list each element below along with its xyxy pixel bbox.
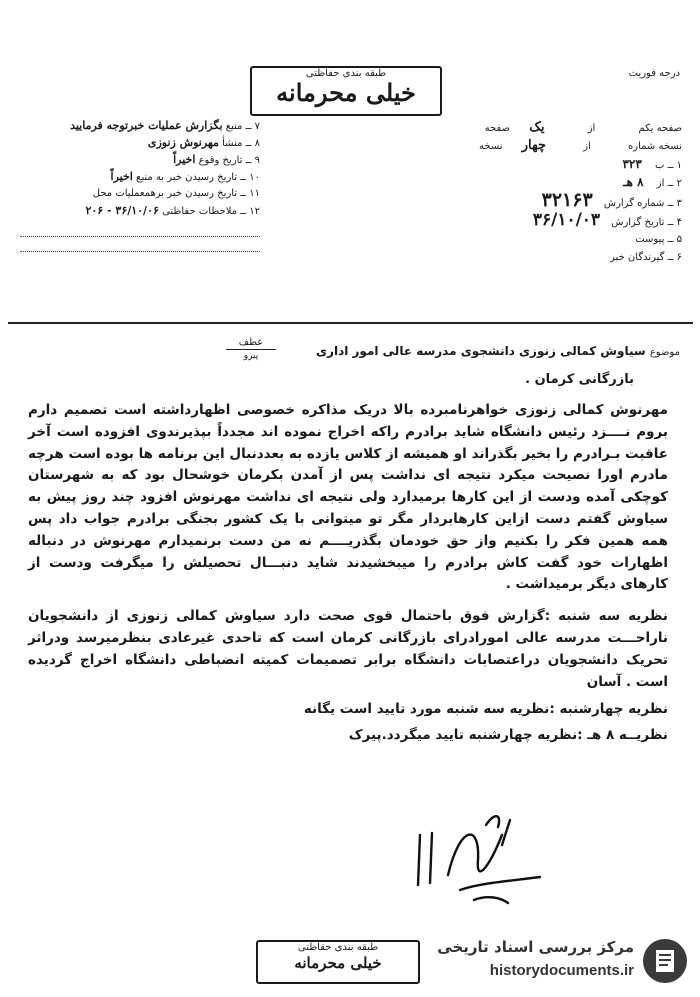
- field-report-date-value: ۳۶/۱۰/۰۳: [532, 210, 601, 230]
- field-date-received-local: ۱۱ ــ تاریخ رسیدن خبر برهمعملیات محل: [92, 188, 260, 199]
- watermark-org: مرکز بررسی اسناد تاریخی: [437, 938, 634, 956]
- subject-line: [260, 344, 680, 358]
- urgency-label: درجه فوریت: [628, 68, 680, 79]
- field-origin: ۸ ــ منشأ مهرنوش زنوزی: [147, 136, 260, 149]
- subject-text: سیاوش کمالی زنوزی دانشجوی مدرسه عالی امور اداری: [316, 344, 646, 358]
- opinion-tuesday: نظریه سه شنبه :گزارش فوق باحتمال قوی صحت دارد سیاوش کمالی زنوزی از دانشجویان ناراحـــت مدرسه عالی امورادرای بازرگانی کرمان است که تاحدی غیرعادی بنظرمیرسد ودراثر تحریک دانشجویان دراعتصابات دانشگاه برابر تصمیمات کمیته انضباطی دانشگاه اخراج گردیده است . آسان: [28, 608, 668, 690]
- field-from-value: ۸ هـ: [623, 175, 644, 189]
- report-body: [28, 400, 668, 747]
- watermark-url: historydocuments.ir: [489, 962, 634, 979]
- field-attachment: ۵ ــ پیوست: [635, 234, 682, 245]
- field-from: ۲ ــ از ۸ هـ: [623, 175, 682, 189]
- dotted-line: [20, 222, 260, 237]
- opinion-wednesday: نظریه چهارشنبه :نظریه سه شنبه مورد تایید است یگانه: [303, 701, 668, 718]
- stamp-classification-title: خیلی محرمانه: [294, 954, 382, 972]
- dotted-line: [20, 237, 260, 252]
- watermark: [411, 930, 696, 992]
- stamp-classification-label: طبقه بندی حفاظتی: [297, 942, 379, 953]
- reference-sub-label: پیرو: [243, 351, 259, 361]
- report-paragraph: مهرنوش کمالی زنوزی خواهرنامبرده بالا دریک مذاکره خصوصی اظهارداشته است تصمیم دارم بروم نــــزد رئیس دانشگاه شاید برادرم راکه اخراج نموده اند مجدداً بپذیرندوی افزوده است آخر عاقبت بـرادرم را بخیر بگذراند او همیشه از کلاس یازده به بعددنبال این برنامه ها بوده است هرچه مادرم اورا نصیحت میکرد نتیجه ای نداشت پس از آمدن بکرمان خوشحال بود که به شهرستان کوچکی آمده ودست از این کارها برمیدارد ولی نتیجه ای نداشت مهرنوش افزود چند روز پیش به سیاوش گفتم دست ازاین کارهابردار مگر تو میتوانی با یک کشور بجنگی برادرم جواب داد پس همه همین فکر را بکنیم واز حق خودمان بگذریــــم نه من دست برنمیدارم مهرنوش در دنباله اظهارات خود گفت کاش برادرم را میبخشیدند شاید دنبـــال تحصیلش را میگرفت ودست از کارهای دیگر برمیداشت .: [28, 402, 668, 593]
- field-date-received-source: ۱۰ ــ تاریخ رسیدن خبر به منبع اخیراً: [110, 170, 260, 183]
- field-date-occurred-value: اخیراً: [173, 153, 196, 166]
- classification-stamp-bottom: [256, 940, 420, 984]
- field-source-value: بگزارش عملیات خبرتوجه فرمایید: [70, 119, 223, 132]
- opinion-8h: نظریــه ۸ هـ :نظریه چهارشنبه تایید میگردد.پیرک: [348, 727, 668, 744]
- field-report-number-value: ۳۲۱۶۳: [541, 189, 593, 211]
- stamp-classification-title: خیلی محرمانه: [276, 78, 416, 107]
- subject-label: موضوع: [649, 347, 680, 358]
- field-page: صفحه یکم از یک صفحه: [484, 120, 682, 135]
- field-report-number: ۳ ــ شماره گزارش ۳۲۱۶۳: [541, 189, 682, 211]
- field-to: ۱ ــ ب ۳۲۳: [622, 157, 682, 171]
- field-copy-number: نسخه شماره از چهار نسخه: [479, 138, 682, 153]
- handwritten-signature: [390, 805, 550, 915]
- classification-stamp-top: [250, 66, 442, 116]
- header-right-fields: [420, 122, 682, 270]
- stamp-classification-label: طبقه بندی حفاظتی: [305, 68, 387, 79]
- field-source: ۷ ــ منبع بگزارش عملیات خبرتوجه فرمایید: [70, 119, 260, 132]
- field-copy-number-value: چهار: [521, 138, 547, 153]
- field-security-notes: ۱۲ ــ ملاحظات حفاظتی ۳۶/۱۰/۰۶ - ۲۰۶: [85, 204, 260, 217]
- subject-line-2: بازرگانی کرمان .: [525, 372, 634, 387]
- field-security-notes-value: ۳۶/۱۰/۰۶ - ۲۰۶: [85, 204, 159, 217]
- field-report-date: ۴ ــ تاریخ گزارش ۳۶/۱۰/۰۳: [532, 210, 682, 230]
- field-date-occurred: ۹ ــ تاریخ وقوع اخیراً: [173, 153, 260, 166]
- field-recipients: ۶ ــ گیرندگان خبر: [610, 252, 682, 263]
- header-left-fields: [12, 120, 260, 252]
- field-page-value: یک: [529, 120, 545, 135]
- reference-label: عطف: [226, 336, 276, 350]
- field-date-received-source-value: اخیراً: [110, 170, 133, 183]
- field-to-value: ۳۲۳: [622, 157, 642, 171]
- header-divider: [8, 322, 693, 324]
- watermark-logo-icon: [640, 936, 690, 986]
- field-origin-value: مهرنوش زنوزی: [147, 136, 219, 149]
